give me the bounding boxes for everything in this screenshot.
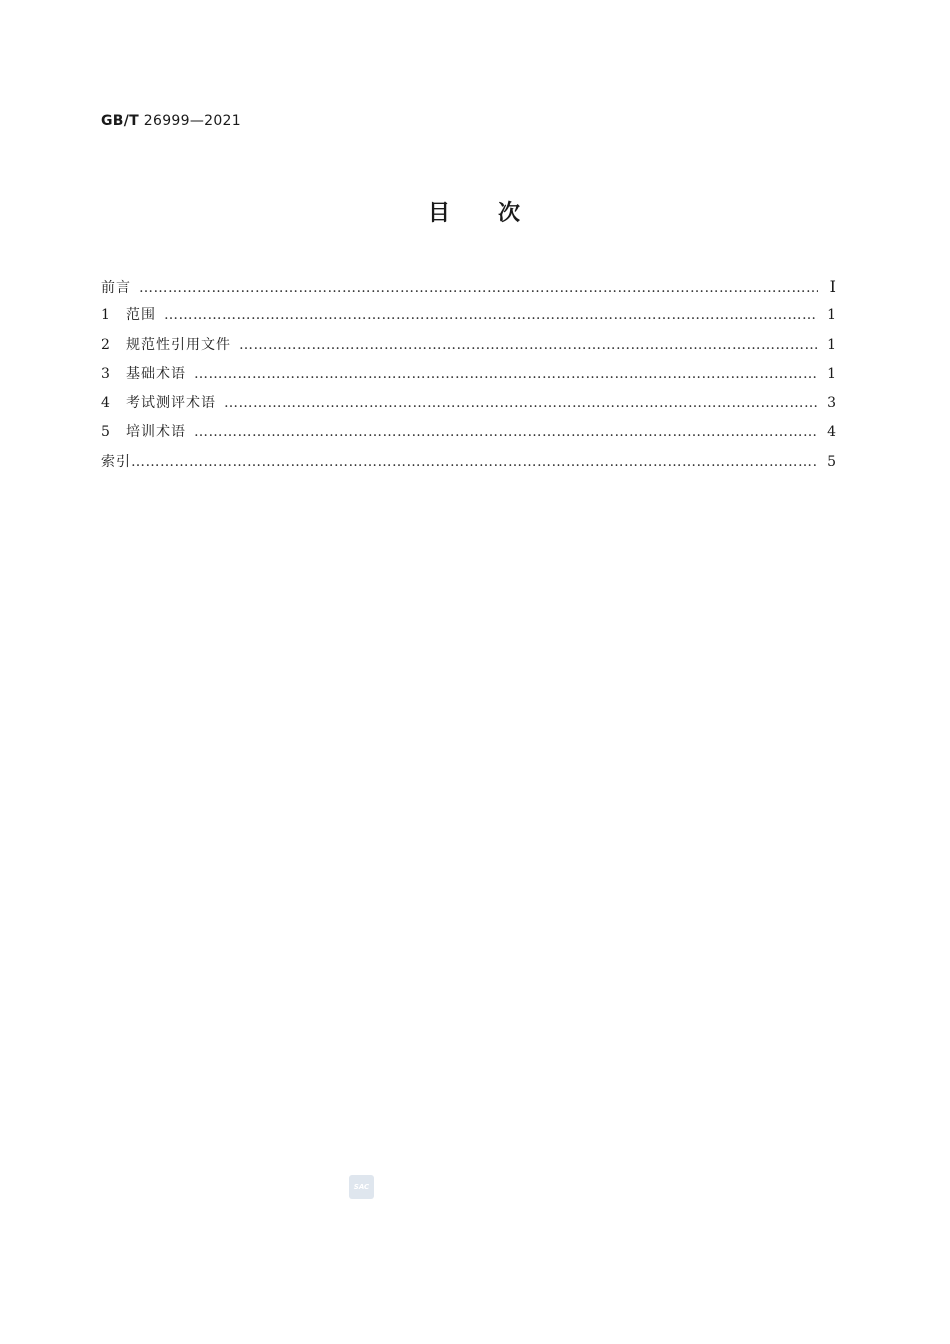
toc-entry-scope[interactable] [101,301,836,330]
toc-entry-label: 范围 [126,307,156,324]
toc-entry-number: 4 [101,395,110,412]
toc-entry-exam-terms[interactable] [101,389,836,418]
toc-entry-page: 3 [827,395,836,412]
toc-entry-number: 2 [101,336,110,353]
watermark-text: SAC [353,1183,370,1191]
dot-leader [224,389,818,418]
toc-entry-label: 索引 [101,453,131,470]
sac-watermark-logo [349,1175,374,1199]
title-part-2: 次 [498,201,523,226]
toc-entry-label: 基础术语 [126,365,186,382]
toc-entry-page: 1 [827,307,836,324]
standard-prefix: GB/T [101,113,140,129]
toc-entry-label: 考试测评术语 [126,395,216,412]
dot-leader [194,418,818,447]
toc-entry-page: 4 [827,424,836,441]
page-title [0,196,950,227]
toc-entry-label: 培训术语 [126,424,186,441]
toc-entry-page: 5 [827,453,836,470]
toc-entry-label: 规范性引用文件 [126,336,231,353]
toc-entry-page: 1 [827,365,836,382]
toc-entry-number: 5 [101,424,110,441]
standard-code [101,113,241,129]
dot-leader [239,331,818,360]
toc-entry-number: 3 [101,365,110,382]
dot-leader [164,301,818,330]
toc-entry-index[interactable] [101,448,836,477]
toc-entry-number: 1 [101,307,110,324]
dot-leader [139,274,818,303]
toc-entry-foreword[interactable] [101,272,836,301]
toc-entry-normative-references[interactable] [101,331,836,360]
toc-entry-training-terms[interactable] [101,418,836,447]
table-of-contents [101,272,836,477]
dot-leader [131,448,818,477]
toc-entry-page: 1 [827,336,836,353]
toc-entry-page: Ⅰ [829,277,836,296]
toc-entry-basic-terms[interactable] [101,360,836,389]
toc-entry-label: 前言 [101,280,131,296]
standard-number: 26999—2021 [143,113,241,129]
title-part-1: 目 [427,201,452,226]
dot-leader [194,360,818,389]
